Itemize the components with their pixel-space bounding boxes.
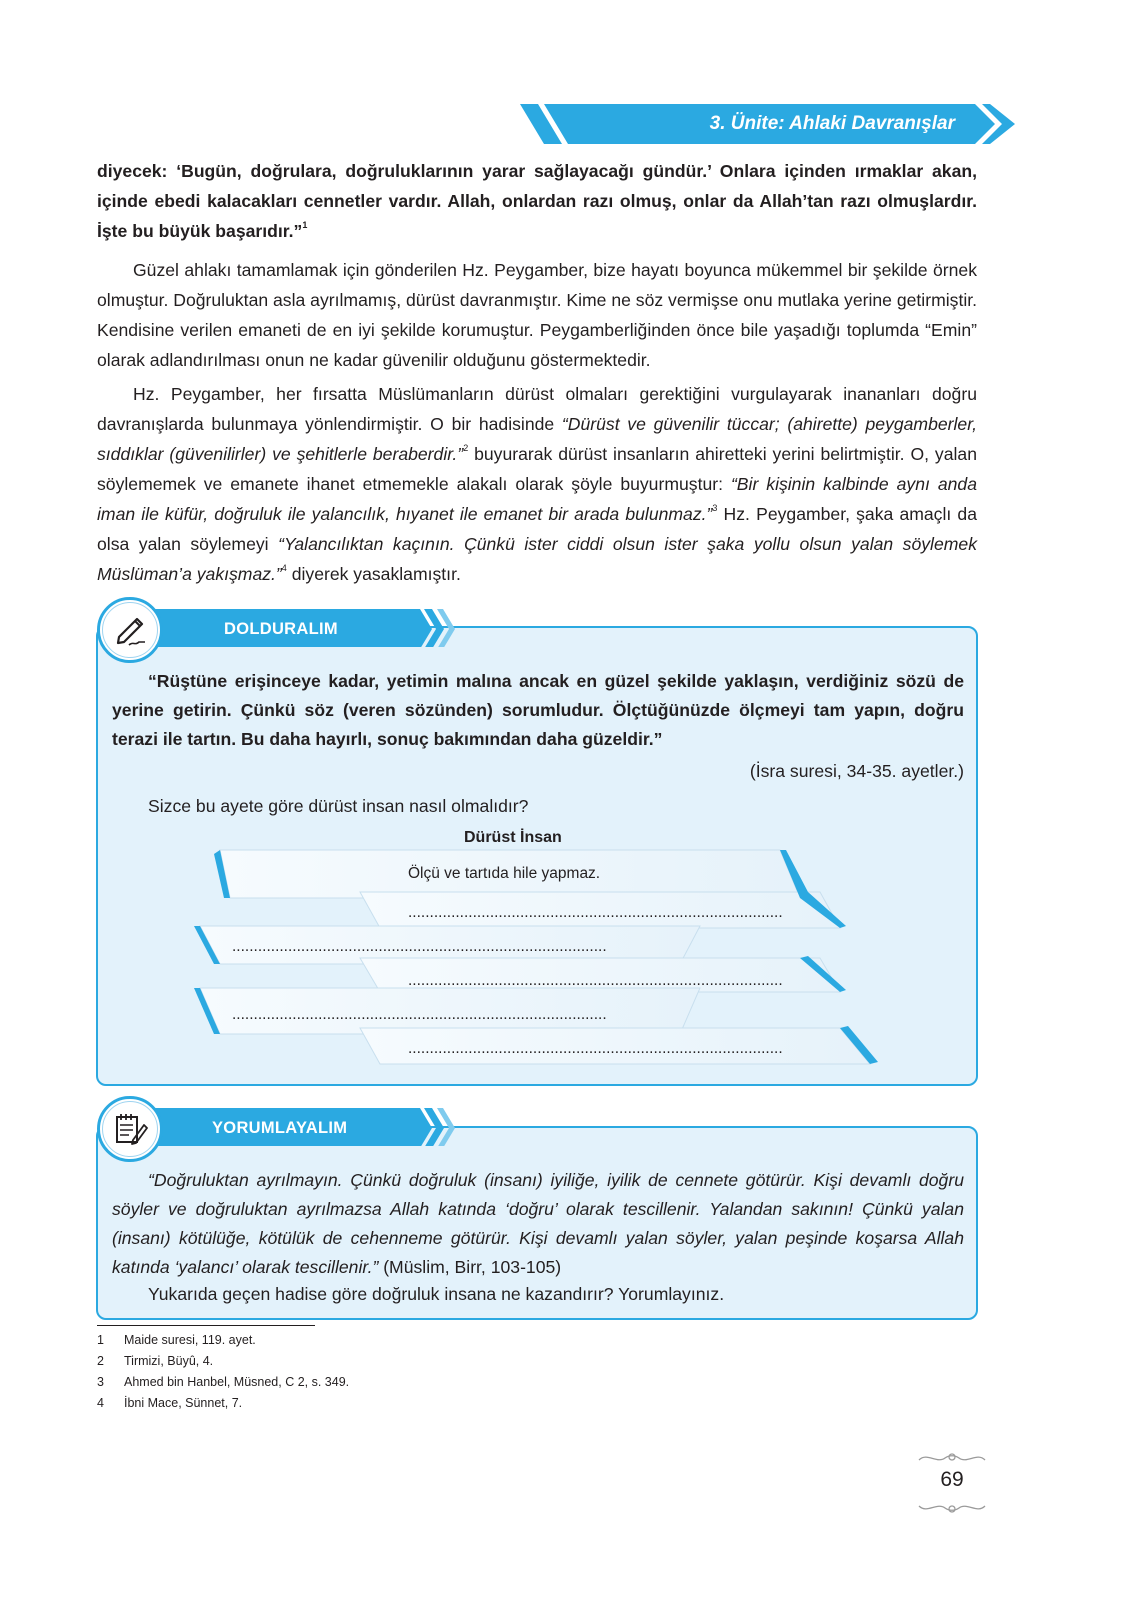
text-span: buyurarak dürüst insanların ahiretteki yerini belirtmiştir. O, yalan söylememek ve emanete ihanet etmemekle alakalı olarak şöyle buyurmuştur: (97, 444, 977, 494)
dolduralim-icon-badge (97, 597, 163, 663)
footnote-text: Maide suresi, 119. ayet. (124, 1333, 256, 1347)
footnote-text: Ahmed bin Hanbel, Müsned, C 2, s. 349. (124, 1375, 350, 1389)
dolduralim-title: DOLDURALIM (224, 620, 338, 638)
ribbon-text-1: Ölçü ve tartıda hile yapmaz. (408, 865, 601, 882)
hadith-text: “Doğruluktan ayrılmayın. Çünkü doğruluk (insanı) iyiliğe, iyilik de cennete götürür. Kişi devamlı doğru söyler ve doğruluktan ayrılmazsa Allah katında ‘doğru’ olarak tescillenir. Yalandan sakının! Çünkü yalan (insanı) kötülüğe, kötülük de cehenneme götürür. Kişi devamlı yalan söyler, yalan peşinde koşarsa Allah katında ‘yalancı’ olarak tescillenir.” (112, 1170, 964, 1277)
hadith-block (112, 1166, 964, 1282)
footnote-number: 1 (97, 1333, 104, 1347)
footnote-1 (97, 1330, 256, 1351)
footnote-text: Tirmizi, Büyû, 4. (124, 1354, 214, 1368)
pen-writing-icon (111, 611, 149, 649)
footnote-ref: 3 (712, 503, 718, 514)
unit-title: 3. Ünite: Ahlaki Davranışlar (709, 113, 955, 134)
footnote-2 (97, 1351, 213, 1372)
paragraph-hadith (97, 379, 977, 589)
footnote-divider (97, 1325, 315, 1326)
notepad-pen-icon (111, 1110, 149, 1148)
ribbon-blank-2[interactable]: ....................................................................................... (408, 904, 783, 921)
paragraph-ethics (97, 255, 977, 375)
footnote-number: 4 (97, 1396, 104, 1410)
footnote-ref: 4 (281, 563, 287, 574)
verse-text: diyecek: ‘Bugün, doğrulara, doğruluklarının yarar sağlayacağı gündür.’ Onlara içinden ırmaklar akan, içinde ebedi kalacakları cennetler vardır. Allah, onlardan razı olmuş, onlar da Allah’tan razı olmuşlardır. İşte bu büyük başarıdır.” (97, 161, 977, 241)
yorumlayalim-icon-badge (97, 1096, 163, 1162)
text-span: Hz. Peygamber, her fırsatta Müslümanların dürüst olmaları gerektiğini vurgulayarak inananları doğru davranışlarda bulunmaya yönlendirmiştir. O bir hadisinde (97, 384, 977, 434)
yorumlayalim-title: YORUMLAYALIM (212, 1119, 348, 1137)
hadith-quote: “Dürüst ve güvenilir tüccar; (ahirette) peygamberler, sıddıklar (güvenilirler) ve şehitlerle beraberdir.” (97, 414, 977, 464)
diagram-title: Dürüst İnsan (464, 829, 562, 846)
footnote-number: 3 (97, 1375, 104, 1389)
ribbon-blank-4[interactable]: ....................................................................................... (408, 972, 783, 989)
paragraph-quran-verse (97, 156, 977, 246)
hadith-quote: “Bir kişinin kalbinde aynı anda iman ile küfür, doğruluk ile yalancılık, hıyanet ile emanet bir arada bulunmaz.” (97, 474, 977, 524)
ribbon-blank-3[interactable]: ....................................................................................... (232, 938, 607, 955)
text-span: diyerek yasaklamıştır. (286, 564, 461, 584)
footnote-3 (97, 1372, 349, 1393)
text-span: Hz. Peygamber, şaka amaçlı da olsa yalan söylemeyi (97, 504, 977, 554)
ribbon-blank-5[interactable]: ....................................................................................... (232, 1006, 607, 1023)
footnote-4 (97, 1393, 242, 1414)
page-number: 69 (940, 1468, 964, 1491)
footnote-text: İbni Mace, Sünnet, 7. (124, 1396, 243, 1410)
paragraph-text: Güzel ahlakı tamamlamak için gönderilen Hz. Peygamber, bize hayatı boyunca mükemmel bir şekilde örnek olmuştur. Doğruluktan asla ayrılmamış, dürüst davranmıştır. Kime ne söz vermişse onu mutlaka yerine getirmiştir. Kendisine verilen emaneti de en iyi şekilde korumuştur. Peygamberliğinden önce bile yaşadığı toplumda “Emin” olarak adlandırılması onun ne kadar güvenilir olduğunu göstermektedir. (97, 260, 978, 370)
hadith-quote: “Yalancılıktan kaçının. Çünkü ister ciddi olsun ister şaka yollu olsun yalan söylemek Müslüman’a yakışmaz.” (97, 534, 977, 584)
ribbon-blank-6[interactable]: ....................................................................................... (408, 1040, 783, 1057)
footnote-ref: 2 (463, 443, 469, 454)
footnote-number: 2 (97, 1354, 104, 1368)
verse-source: (İsra suresi, 34-35. ayetler.) (749, 761, 964, 781)
unit-header (520, 104, 1015, 144)
footnote-ref: 1 (302, 220, 308, 231)
yorumlayalim-question: Yukarıda geçen hadise göre doğruluk insana ne kazandırır? Yorumlayınız. (148, 1284, 725, 1304)
isra-verse: “Rüştüne erişinceye kadar, yetimin malına ancak en güzel şekilde yaklaşın, verdiğiniz sözü de yerine getirin. Çünkü söz (veren sözünden) sorumludur. Ölçtüğünüzde ölçmeyi tam yapın, doğru terazi ile tartın. Bu daha hayırlı, sonuç bakımından daha güzeldir.” (112, 671, 964, 749)
dolduralim-question: Sizce bu ayete göre dürüst insan nasıl olmalıdır? (148, 796, 529, 816)
hadith-source: (Müslim, Birr, 103-105) (378, 1257, 562, 1277)
